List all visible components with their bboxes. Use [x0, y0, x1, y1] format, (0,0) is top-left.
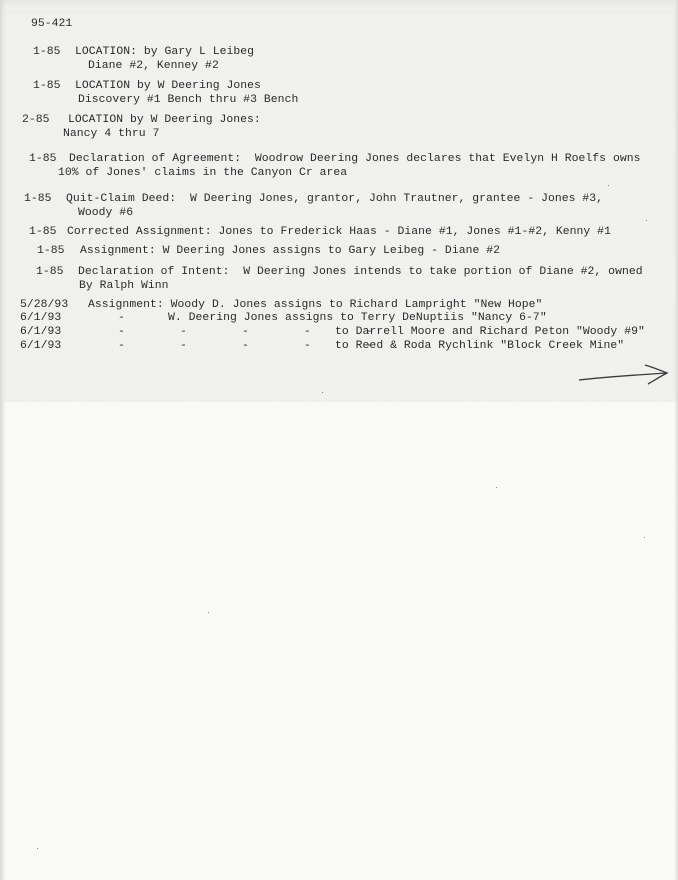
entry-ditto: - — [118, 312, 125, 324]
scan-left-edge — [0, 0, 6, 880]
entry-text: LOCATION by W Deering Jones: — [68, 114, 261, 126]
entry-ditto: - - - - - — [118, 340, 373, 352]
file-number: 95-421 — [31, 18, 73, 30]
scan-speck — [496, 487, 497, 488]
scan-right-edge — [674, 0, 678, 880]
entry-text: to Reed & Roda Rychlink "Block Creek Mine" — [335, 340, 625, 352]
entry-continuation: Diane #2, Kenney #2 — [88, 60, 219, 72]
entry-date: 1-85 — [29, 226, 57, 238]
scan-speck — [322, 392, 323, 393]
scan-top-band — [0, 0, 678, 16]
entry-date: 1-85 — [36, 266, 64, 278]
scan-speck — [644, 537, 645, 538]
entry-text: to Darrell Moore and Richard Peton "Woody #9" — [335, 326, 645, 338]
entry-date: 6/1/93 — [20, 326, 62, 338]
entry-text: W. Deering Jones assigns to Terry DeNuptiis "Nancy 6-7" — [168, 312, 547, 324]
entry-text: LOCATION: by Gary L Leibeg — [75, 46, 255, 58]
entry-date: 6/1/93 — [20, 340, 62, 352]
entry-continuation: 10% of Jones' claims in the Canyon Cr area — [58, 167, 348, 179]
entry-date: 2-85 — [22, 114, 50, 126]
scan-speck — [208, 612, 209, 613]
scan-speck — [608, 185, 609, 186]
entry-text: Assignment: Woody D. Jones assigns to Richard Lampright "New Hope" — [88, 299, 543, 311]
entry-date: 1-85 — [33, 80, 61, 92]
entry-text: Declaration of Intent: W Deering Jones intends to take portion of Diane #2, owned — [78, 266, 643, 278]
entry-text: Assignment: W Deering Jones assigns to Gary Leibeg - Diane #2 — [80, 245, 501, 257]
entry-ditto: - - - - - — [118, 326, 373, 338]
entry-text: Quit-Claim Deed: W Deering Jones, grantor, John Trautner, grantee - Jones #3, — [66, 193, 604, 205]
entry-date: 1-85 — [33, 46, 61, 58]
entry-text: Declaration of Agreement: Woodrow Deering Jones declares that Evelyn H Roelfs owns — [69, 153, 641, 165]
entry-text: Corrected Assignment: Jones to Frederick Haas - Diane #1, Jones #1-#2, Kenny #1 — [67, 226, 611, 238]
entry-date: 1-85 — [37, 245, 65, 257]
entry-date: 5/28/93 — [20, 299, 69, 311]
entry-date: 1-85 — [29, 153, 57, 165]
entry-continuation: Nancy 4 thru 7 — [63, 128, 160, 140]
scan-speck — [37, 848, 38, 849]
scan-speck — [646, 220, 647, 221]
hand-drawn-arrow-right-icon — [575, 358, 671, 388]
entry-date: 6/1/93 — [20, 312, 62, 324]
entry-continuation: By Ralph Winn — [79, 280, 169, 292]
entry-continuation: Discovery #1 Bench thru #3 Bench — [78, 94, 299, 106]
entry-text: LOCATION by W Deering Jones — [75, 80, 261, 92]
entry-date: 1-85 — [24, 193, 52, 205]
entry-continuation: Woody #6 — [78, 207, 134, 219]
